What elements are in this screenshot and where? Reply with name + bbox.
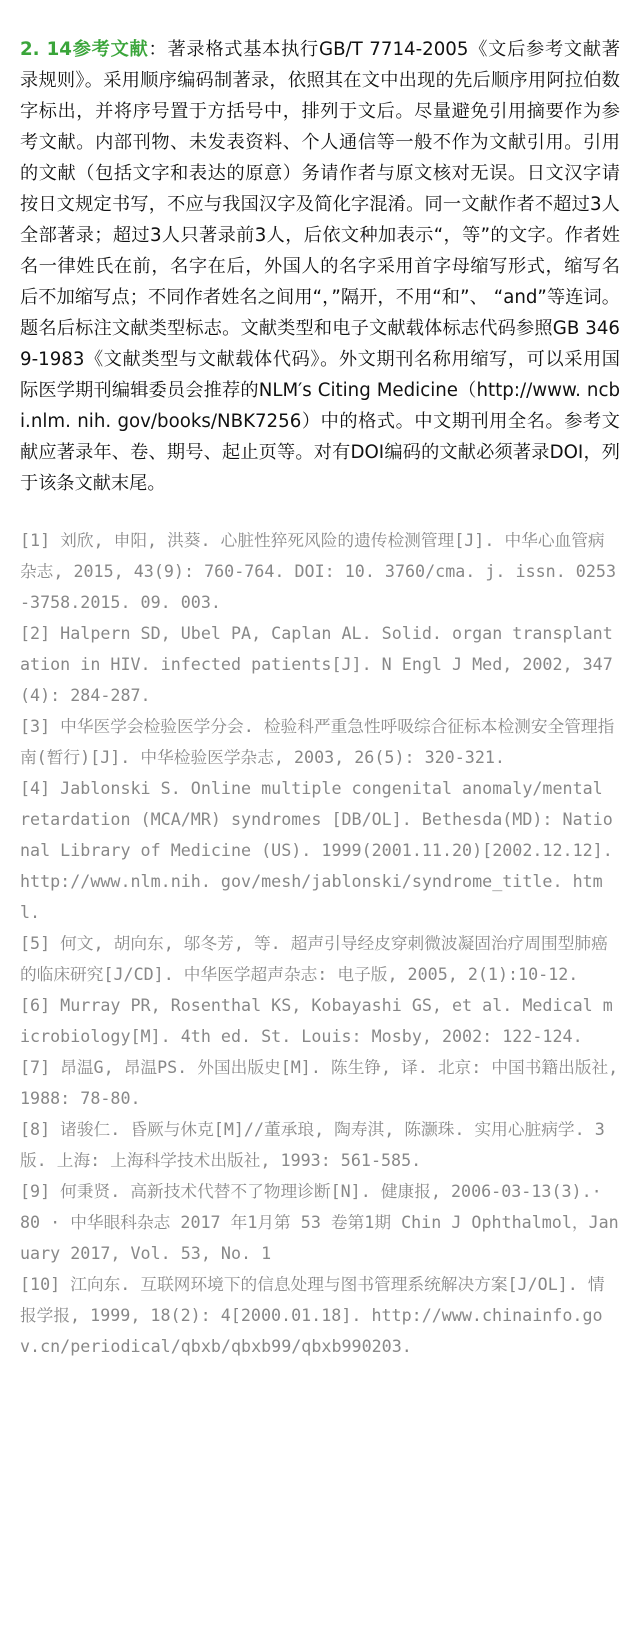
reference-item-10: [10] 江向东. 互联网环境下的信息处理与图书管理系统解决方案[J/OL]. 情报学报, 1999, 18(2): 4[2000.01.18]. http://www.chinainfo.gov.cn/periodical/qbxb/qbxb99/qbxb990203. [20, 1274, 605, 1356]
reference-item-4: [4] Jablonski S. Online multiple congenital anomaly/mental retardation (MCA/MR) syndromes [DB/OL]. Bethesda(MD): National Library of Medicine (US). 1999(2001.11.20)[2002.12.12]. http://www.nlm.nih. gov/mesh/jablonski/syndrome_title. html. [20, 778, 613, 922]
section-heading: 2. 14参考文献 [20, 39, 149, 60]
reference-item-2: [2] Halpern SD, Ubel PA, Caplan AL. Solid. organ transplantation in HIV. infected patients[J]. N Engl J Med, 2002, 347(4): 284-287. [20, 623, 613, 705]
nlm-url-text: http://www. ncbi.nlm. nih. gov/books/NBK7256 [20, 380, 620, 432]
reference-item-6: [6] Murray PR, Rosenthal KS, Kobayashi GS, et al. Medical microbiology[M]. 4th ed. St. Louis: Mosby, 2002: 122-124. [20, 995, 613, 1046]
reference-item-3: [3] 中华医学会检验医学分会. 检验科严重急性呼吸综合征标本检测安全管理指南(暂行)[J]. 中华检验医学杂志, 2003, 26(5): 320-321. [20, 716, 615, 767]
reference-item-1: [1] 刘欣, 申阳, 洪葵. 心脏性猝死风险的遗传检测管理[J]. 中华心血管病杂志, 2015, 43(9): 760-764. DOI: 10. 3760/cma. j. issn. 0253-3758.2015. 09. 003. [20, 530, 616, 612]
reference-item-9: [9] 何秉贤. 高新技术代替不了物理诊断[N]. 健康报, 2006-03-13(3).· 80 · 中华眼科杂志 2017 年1月第 53 卷第1期 Chin J Ophthalmol，January 2017, Vol. 53, No. 1 [20, 1181, 619, 1263]
references-section-intro [20, 34, 620, 499]
reference-item-5: [5] 何文, 胡向东, 邬冬芳, 等. 超声引导经皮穿刺微波凝固治疗周围型肺癌的临床研究[J/CD]. 中华医学超声杂志: 电子版, 2005, 2(1):10-12. [20, 933, 608, 984]
intro-text-part1: 著录格式基本执行GB/T 7714-2005《文后参考文献著录规则》。采用顺序编码制著录，依照其在文中出现的先后顺序用阿拉伯数字标出，并将序号置于方括号中，排列于文后。尽量避免引用摘要作为参考文献。内部刊物、未发表资料、个人通信等一般不作为文献引用。引用的文献（包括文字和表达的原意）务请作者与原文核对无误。日文汉字请按日文规定书写，不应与我国汉字及简化字混淆。同一文献作者不超过3人全部著录；超过3人只著录前3人，后依文种加表示“，等”的文字。作者姓名一律姓氏在前，名字在后，外国人的名字采用首字母缩写形式，缩写名后不加缩写点；不同作者姓名之间用“，”隔开，不用“和”、 “and”等连词。题名后标注文献类型标志。文献类型和电子文献载体标志代码参照GB 3469-1983《文献类型与文献载体代码》。外文期刊名称用缩写，可以采用国际医学期刊编辑委员会推荐的NLM′s Citing Medicine（ [20, 39, 620, 401]
intro-text-part2: ）中的格式。中文期刊用全名。参考文献应著录年、卷、期号、起止页等。对有DOI编码的文献必须著录DOI，列于该条文献末尾。 [20, 411, 620, 494]
reference-item-8: [8] 诸骏仁. 昏厥与休克[M]//董承琅, 陶寿淇, 陈灏珠. 实用心脏病学. 3 版. 上海: 上海科学技术出版社, 1993: 561-585. [20, 1119, 605, 1170]
reference-list [20, 525, 620, 1362]
reference-item-7: [7] 昂温G, 昂温PS. 外国出版史[M]. 陈生铮, 译. 北京: 中国书籍出版社, 1988: 78-80. [20, 1057, 619, 1108]
heading-separator: ： [148, 39, 168, 60]
